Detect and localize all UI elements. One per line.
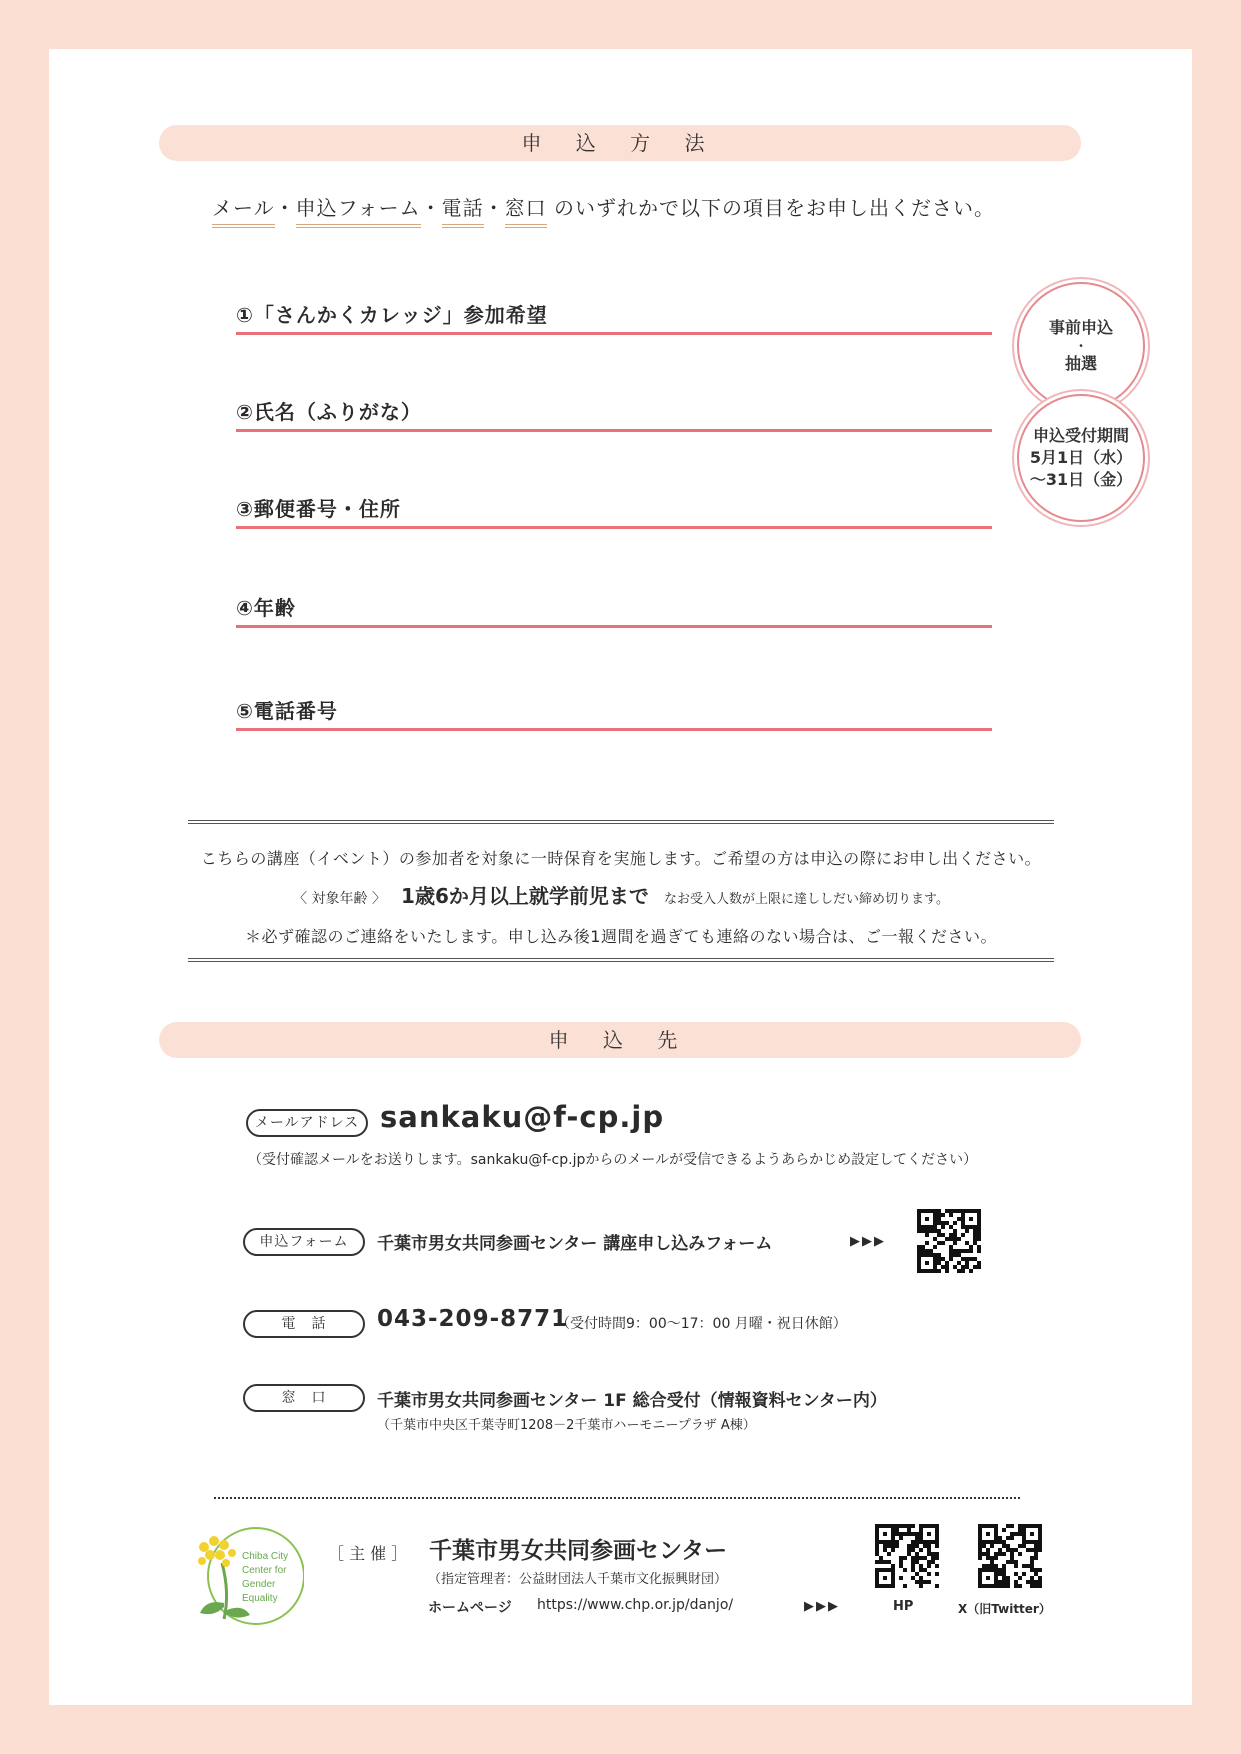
qr-module [899, 1576, 903, 1580]
badge-text: ～31日（金） [1029, 470, 1133, 489]
capacity-note: なお受入人数が上限に達ししだい締め切ります。 [663, 892, 949, 907]
phone-label: 電 話 [243, 1310, 365, 1338]
arrow-icon: ▶▶▶ [850, 1234, 886, 1249]
qr-module [961, 1233, 965, 1237]
qr-module [977, 1265, 981, 1269]
qr-module [935, 1556, 939, 1560]
qr-module [895, 1544, 899, 1548]
intro-suffix: のいずれかで以下の項目をお申し出ください。 [553, 196, 995, 220]
qr-module [941, 1213, 945, 1217]
badge-text: 申込受付期間 [1032, 426, 1129, 445]
childcare-notice [188, 820, 1054, 962]
qr-module [1034, 1556, 1038, 1560]
age-label: 〈 対象年齢 〉 [293, 891, 386, 907]
phone-hours: （受付時間9：00～17：00 月曜・祝日休館） [556, 1316, 847, 1332]
logo-text: Equality [242, 1593, 278, 1604]
qr-module [1022, 1572, 1026, 1576]
qr-module [953, 1221, 957, 1225]
chiba-center-logo [192, 1523, 304, 1627]
required-item-5 [236, 680, 992, 731]
item-label: ③郵便番号・住所 [236, 497, 401, 521]
qr-module [1002, 1528, 1006, 1532]
qr-module [1038, 1584, 1042, 1588]
homepage-qr-code[interactable] [875, 1524, 939, 1588]
qr-module [945, 1269, 949, 1273]
qr-module [1030, 1532, 1034, 1536]
qr-module [927, 1580, 931, 1584]
intro-line [212, 192, 995, 221]
qr-module [1010, 1524, 1014, 1528]
arrow-icon: ▶▶▶ [804, 1599, 840, 1614]
item-label: ⑤電話番号 [236, 699, 338, 723]
qr-module [911, 1524, 915, 1528]
qr-module [994, 1556, 998, 1560]
childcare-line3: ＊必ず確認のご連絡をいたします。申し込み後1週間を過ぎても連絡のない場合は、ご一報ください。 [245, 927, 997, 946]
qr-module [903, 1568, 907, 1572]
childcare-age-line [188, 880, 1054, 909]
separator: ・ [483, 196, 505, 220]
qr-module [969, 1217, 973, 1221]
age-value: 1歳6か月以上就学前児まで [401, 884, 649, 908]
qr-module [1018, 1584, 1022, 1588]
qr-module [961, 1269, 965, 1273]
qr-module [925, 1217, 929, 1221]
form-qr-code[interactable] [917, 1209, 981, 1273]
qr-module [978, 1556, 982, 1560]
email-note: （受付確認メールをお送りします。sankaku@f-cp.jpからのメールが受信できるようあらかじめ設定してください） [248, 1152, 978, 1168]
twitter-qr-code[interactable] [978, 1524, 1042, 1588]
item-label: ①「さんかくカレッジ」参加希望 [236, 303, 548, 327]
qr-module [935, 1544, 939, 1548]
qr-module [1002, 1552, 1006, 1556]
qr-module [949, 1257, 953, 1261]
qr-module [957, 1237, 961, 1241]
qr-module [977, 1237, 981, 1241]
qr-module [969, 1249, 973, 1253]
qr-module [933, 1245, 937, 1249]
badge-text: 抽選 [1064, 354, 1097, 373]
method-mail: メール [212, 196, 275, 228]
item-label: ②氏名（ふりがな） [236, 400, 422, 424]
divider [214, 1497, 1020, 1499]
logo-text: Center for [242, 1565, 287, 1576]
qr-module [925, 1241, 929, 1245]
separator: ・ [420, 196, 442, 220]
qr-module [925, 1261, 929, 1265]
method-phone: 電話 [442, 196, 484, 228]
required-item-4 [236, 577, 992, 628]
application-destination-header [159, 1022, 1081, 1058]
logo-text: Gender [242, 1579, 276, 1590]
badge-text: 事前申込 [1048, 318, 1113, 337]
window-address: （千葉市中央区千葉寺町1208－2千葉市ハーモニープラザ A棟） [377, 1418, 756, 1433]
organizer-name: 千葉市男女共同参画センター [429, 1538, 728, 1564]
email-label: メールアドレス [246, 1109, 368, 1137]
phone-number[interactable]: 043-209-8771 [377, 1306, 569, 1332]
qr-module [903, 1556, 907, 1560]
qr-module [1010, 1536, 1014, 1540]
qr-module [935, 1572, 939, 1576]
badge-text: 5月1日（水） [1029, 448, 1133, 467]
badge-text: ・ [1074, 339, 1087, 353]
qr-module [941, 1225, 945, 1229]
qr-module [925, 1233, 929, 1237]
method-window: 窓口 [505, 196, 547, 228]
qr-module [1038, 1548, 1042, 1552]
form-name[interactable]: 千葉市男女共同参画センター 講座申し込みフォーム [377, 1234, 773, 1254]
application-method-header [159, 125, 1081, 161]
qr-module [919, 1548, 923, 1552]
homepage-url[interactable]: https://www.chp.or.jp/danjo/ [537, 1597, 734, 1613]
qr-module [883, 1576, 887, 1580]
qr-module [953, 1241, 957, 1245]
section-title: 申 込 方 法 [521, 131, 719, 155]
qr-module [891, 1584, 895, 1588]
application-period-badge [1017, 394, 1145, 522]
qr-module [883, 1532, 887, 1536]
qr-module [990, 1544, 994, 1548]
qr-module [1038, 1568, 1042, 1572]
required-item-2 [236, 381, 992, 432]
qr-module [899, 1536, 903, 1540]
qr-module [1018, 1576, 1022, 1580]
homepage-label: ホームページ [428, 1600, 512, 1616]
qr-module [935, 1584, 939, 1588]
required-item-3 [236, 478, 992, 529]
qr-module [977, 1249, 981, 1253]
hp-qr-label: HP [893, 1599, 914, 1614]
method-form: 申込フォーム [296, 196, 421, 228]
qr-module [1014, 1564, 1018, 1568]
qr-module [949, 1213, 953, 1217]
qr-module [1018, 1552, 1022, 1556]
lottery-badge [1017, 282, 1145, 410]
logo-text: Chiba City [242, 1551, 289, 1562]
qr-module [927, 1572, 931, 1576]
form-label: 申込フォーム [243, 1228, 365, 1256]
qr-module [927, 1564, 931, 1568]
qr-module [986, 1576, 990, 1580]
designated-manager: （指定管理者：公益財団法人千葉市文化振興財団） [428, 1572, 728, 1587]
qr-module [941, 1241, 945, 1245]
organizer-label: ［ 主 催 ］ [328, 1544, 408, 1563]
window-location: 千葉市男女共同参画センター 1F 総合受付（情報資料センター内） [377, 1391, 887, 1411]
required-item-1 [236, 284, 992, 335]
section-title: 申 込 先 [548, 1028, 692, 1052]
qr-module [927, 1532, 931, 1536]
qr-module [937, 1269, 941, 1273]
x-qr-label: X（旧Twitter） [958, 1602, 1051, 1616]
childcare-line1: こちらの講座（イベント）の参加者を対象に一時保育を実施します。ご希望の方は申込の際にお申し出ください。 [200, 849, 1042, 868]
qr-module [903, 1584, 907, 1588]
qr-module [1006, 1584, 1010, 1588]
email-address[interactable]: sankaku@f-cp.jp [380, 1100, 665, 1134]
qr-module [935, 1564, 939, 1568]
qr-module [969, 1269, 973, 1273]
qr-module [887, 1552, 891, 1556]
qr-module [919, 1584, 923, 1588]
qr-module [965, 1229, 969, 1233]
item-label: ④年齢 [236, 596, 296, 620]
qr-module [891, 1548, 895, 1552]
separator: ・ [274, 196, 296, 220]
qr-module [986, 1532, 990, 1536]
window-label: 窓 口 [243, 1384, 365, 1412]
